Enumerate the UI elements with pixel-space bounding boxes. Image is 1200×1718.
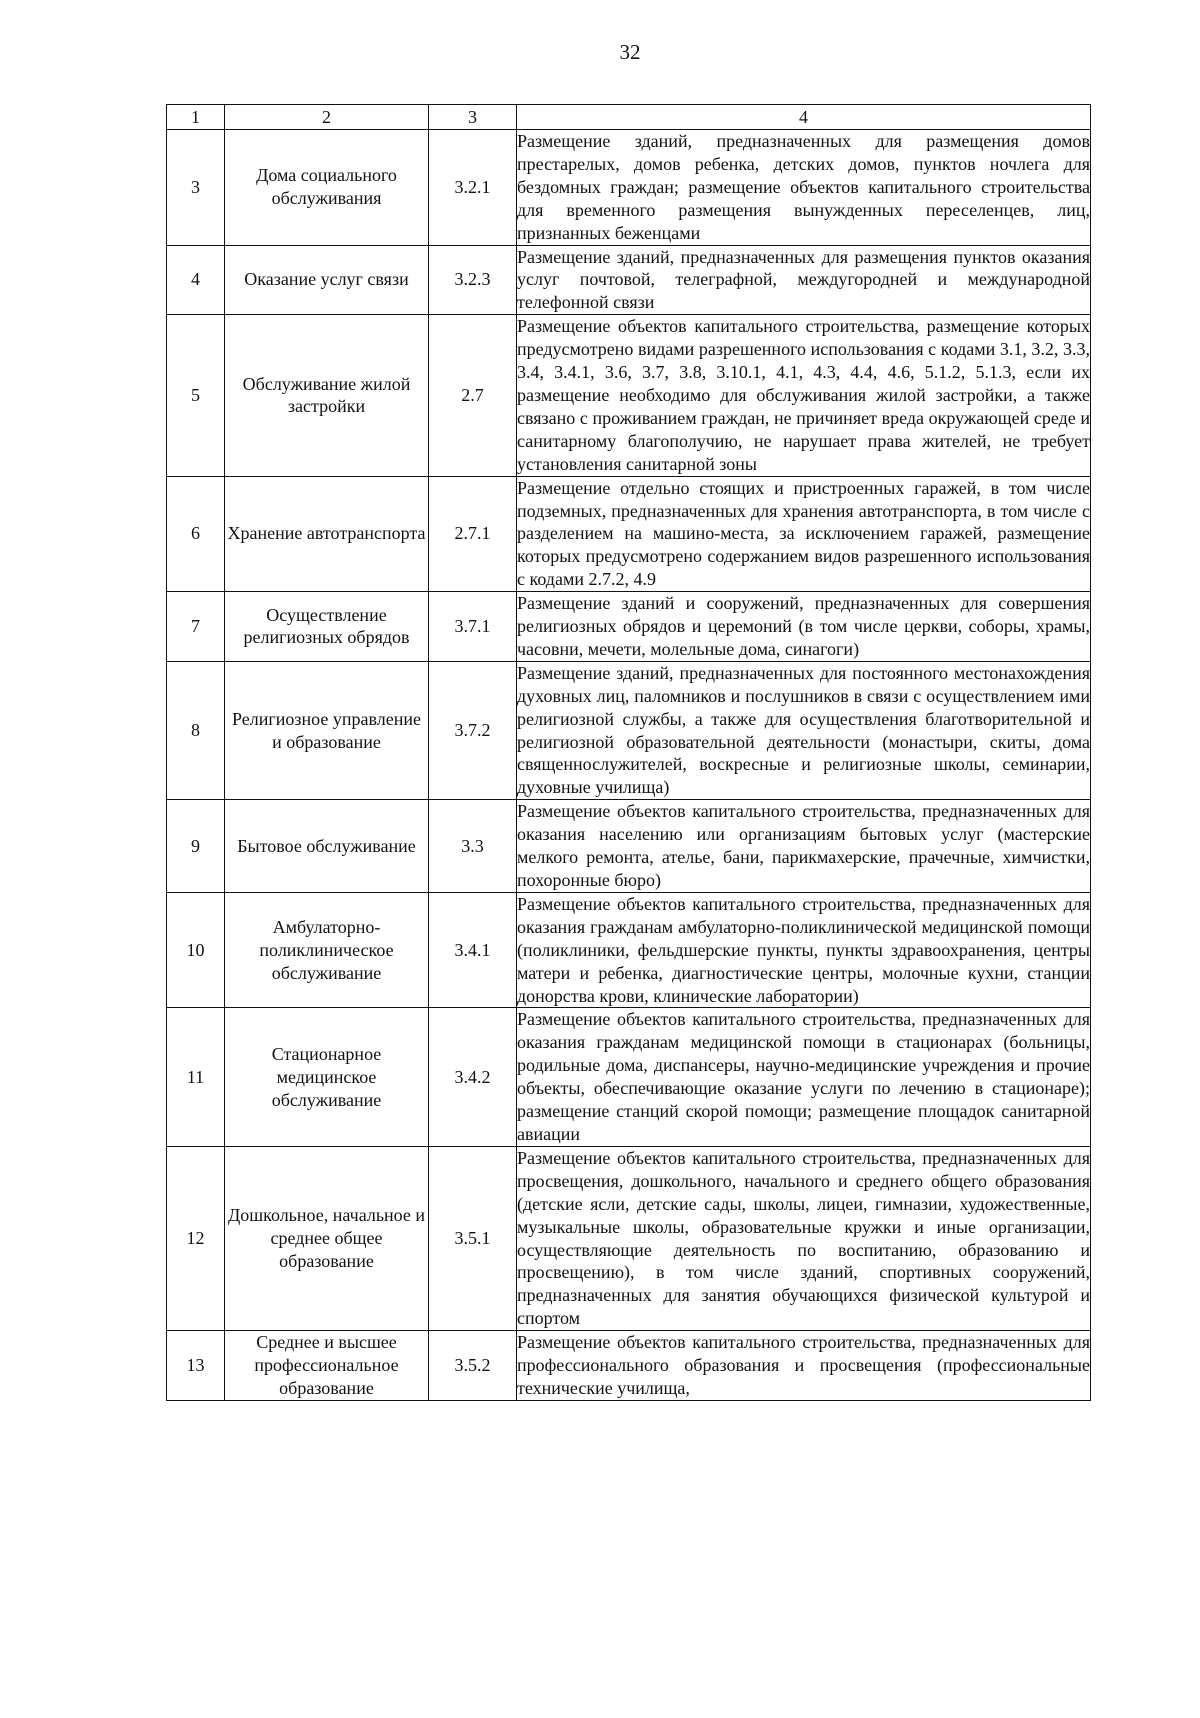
use-type-code: 3.7.1 [429, 592, 517, 662]
table-row [167, 476, 1091, 592]
row-number: 12 [167, 1146, 225, 1330]
table-row [167, 1008, 1091, 1146]
use-type-name: Дома социального обслуживания [225, 130, 429, 246]
table-header-row [167, 105, 1091, 130]
use-type-description: Размещение зданий и сооружений, предназначенных для совершения религиозных обрядов и церемоний (в том числе церкви, соборы, храмы, часовни, мечети, молельные дома, синагоги) [517, 592, 1091, 662]
use-type-code: 3.5.1 [429, 1146, 517, 1330]
use-type-name: Бытовое обслуживание [225, 800, 429, 893]
row-number: 3 [167, 130, 225, 246]
use-type-name: Осуществление религиозных обрядов [225, 592, 429, 662]
use-type-name: Обслуживание жилой застройки [225, 315, 429, 476]
use-type-name: Амбулаторно-поликлиническое обслуживание [225, 892, 429, 1008]
use-type-code: 3.7.2 [429, 661, 517, 799]
use-type-description: Размещение объектов капитального строительства, предназначенных для оказания гражданам медицинской помощи в стационарах (больницы, родильные дома, диспансеры, научно-медицинские учреждения и прочие объекты, обеспечивающие оказание услуги по лечению в стационаре); размещение станций скорой помощи; размещение площадок санитарной авиации [517, 1008, 1091, 1146]
row-number: 8 [167, 661, 225, 799]
page-number: 32 [619, 40, 641, 64]
table-row [167, 315, 1091, 476]
use-type-code: 2.7 [429, 315, 517, 476]
use-type-description: Размещение объектов капитального строительства, предназначенных для оказания гражданам амбулаторно-поликлинической медицинской помощи (поликлиники, фельдшерские пункты, пункты здравоохранения, центры матери и ребенка, диагностические центры, молочные кухни, станции донорства крови, клинические лаборатории) [517, 892, 1091, 1008]
use-type-code: 3.4.2 [429, 1008, 517, 1146]
column-header-1: 1 [167, 105, 225, 130]
column-header-4: 4 [517, 105, 1091, 130]
use-type-description: Размещение объектов капитального строительства, предназначенных для оказания населению или организациям бытовых услуг (мастерские мелкого ремонта, ателье, бани, парикмахерские, прачечные, химчистки, похоронные бюро) [517, 800, 1091, 893]
use-type-name: Стационарное медицинское обслуживание [225, 1008, 429, 1146]
use-type-code: 3.3 [429, 800, 517, 893]
use-type-name: Хранение автотранспорта [225, 476, 429, 592]
row-number: 4 [167, 245, 225, 315]
use-type-description: Размещение объектов капитального строительства, предназначенных для просвещения, дошкольного, начального и среднего общего образования (детские ясли, детские сады, школы, лицеи, гимназии, художественные, музыкальные школы, образовательные кружки и иные организации, осуществляющие деятельность по воспитанию, образованию и просвещению), в том числе зданий, спортивных сооружений, предназначенных для занятия обучающихся физической культурой и спортом [517, 1146, 1091, 1330]
use-type-code: 3.2.1 [429, 130, 517, 246]
column-header-2: 2 [225, 105, 429, 130]
use-type-description: Размещение зданий, предназначенных для постоянного местонахождения духовных лиц, паломников и послушников в связи с осуществлением ими религиозной службы, а также для осуществления благотворительной и религиозной образовательной деятельности (монастыри, скиты, дома священнослужителей, воскресные и религиозные школы, семинарии, духовные училища) [517, 661, 1091, 799]
table-row [167, 245, 1091, 315]
use-type-description: Размещение объектов капитального строительства, предназначенных для профессионального образования и просвещения (профессиональные технические училища, [517, 1331, 1091, 1401]
use-type-name: Оказание услуг связи [225, 245, 429, 315]
use-type-description: Размещение зданий, предназначенных для размещения пунктов оказания услуг почтовой, телеграфной, междугородней и международной телефонной связи [517, 245, 1091, 315]
column-header-3: 3 [429, 105, 517, 130]
use-type-description: Размещение отдельно стоящих и пристроенных гаражей, в том числе подземных, предназначенных для хранения автотранспорта, в том числе с разделением на машино-места, за исключением гаражей, размещение которых предусмотрено содержанием видов разрешенного использования с кодами 2.7.2, 4.9 [517, 476, 1091, 592]
use-type-name: Дошкольное, начальное и среднее общее образование [225, 1146, 429, 1330]
row-number: 6 [167, 476, 225, 592]
table-row [167, 592, 1091, 662]
row-number: 11 [167, 1008, 225, 1146]
table-row [167, 1146, 1091, 1330]
table-row [167, 1331, 1091, 1401]
table-row [167, 800, 1091, 893]
table-row [167, 130, 1091, 246]
use-type-description: Размещение объектов капитального строительства, размещение которых предусмотрено видами разрешенного использования с кодами 3.1, 3.2, 3.3, 3.4, 3.4.1, 3.6, 3.7, 3.8, 3.10.1, 4.1, 4.3, 4.4, 4.6, 5.1.2, 5.1.3, если их размещение необходимо для обслуживания жилой застройки, а также связано с проживанием граждан, не причиняет вреда окружающей среде и санитарному благополучию, не нарушает права жителей, не требует установления санитарной зоны [517, 315, 1091, 476]
land-use-table [166, 104, 1091, 1401]
use-type-name: Среднее и высшее профессиональное образование [225, 1331, 429, 1401]
row-number: 9 [167, 800, 225, 893]
use-type-code: 3.5.2 [429, 1331, 517, 1401]
use-type-code: 3.2.3 [429, 245, 517, 315]
row-number: 10 [167, 892, 225, 1008]
row-number: 13 [167, 1331, 225, 1401]
row-number: 5 [167, 315, 225, 476]
table-row [167, 892, 1091, 1008]
use-type-name: Религиозное управление и образование [225, 661, 429, 799]
table-row [167, 661, 1091, 799]
use-type-code: 3.4.1 [429, 892, 517, 1008]
use-type-code: 2.7.1 [429, 476, 517, 592]
use-type-description: Размещение зданий, предназначенных для размещения домов престарелых, домов ребенка, детских домов, пунктов ночлега для бездомных граждан; размещение объектов капитального строительства для временного размещения вынужденных переселенцев, лиц, признанных беженцами [517, 130, 1091, 246]
row-number: 7 [167, 592, 225, 662]
